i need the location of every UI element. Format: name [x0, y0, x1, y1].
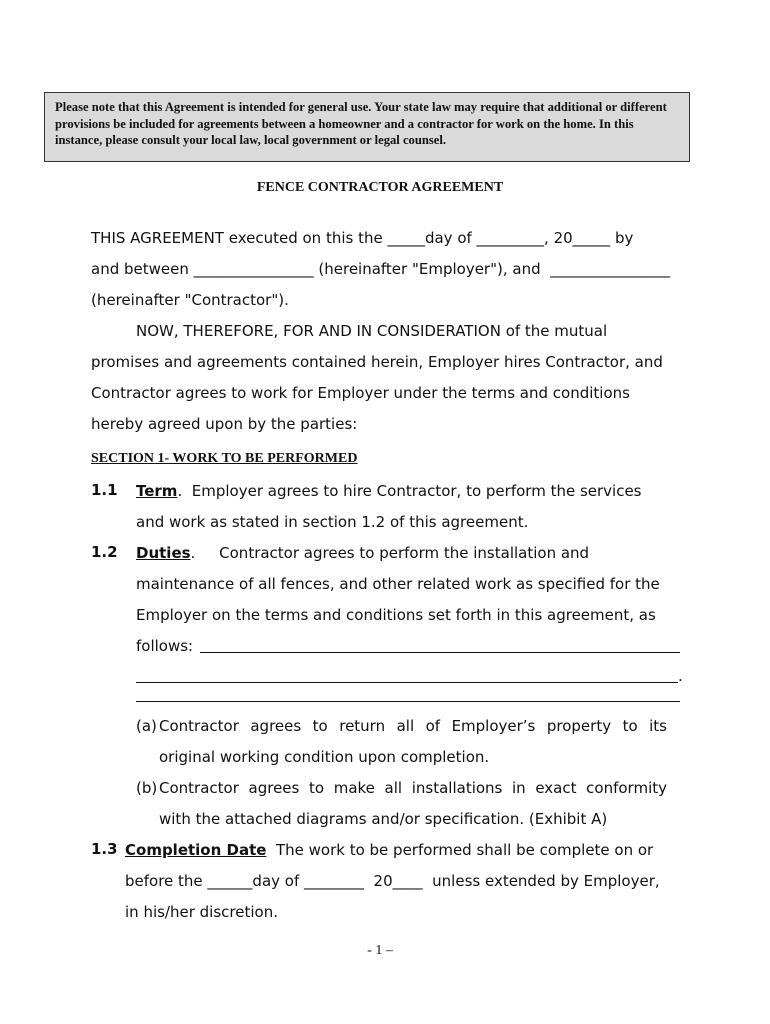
duties-blank-line-3	[136, 701, 680, 702]
consideration-line-2: promises and agreements contained herein, Employer hires Contractor, and	[91, 353, 663, 371]
section-1-heading: SECTION 1- WORK TO BE PERFORMED	[91, 451, 358, 466]
term-text: . Employer agrees to hire Contractor, to perform the services	[177, 482, 642, 500]
intro-line-1: THIS AGREEMENT executed on this the _____day of _________, 20_____ by	[91, 229, 634, 247]
item-1-2-line-1	[136, 543, 589, 563]
subitem-b-line-1: Contractor agrees to make all installations in exact conformity	[159, 779, 667, 797]
duties-blank-line-1	[200, 652, 680, 653]
subitem-b-marker: (b)	[136, 779, 158, 797]
consideration-line-4: hereby agreed upon by the parties:	[91, 415, 358, 433]
item-1-1-line-2: and work as stated in section 1.2 of this agreement.	[136, 513, 529, 531]
consideration-line-3: Contractor agrees to work for Employer under the terms and conditions	[91, 384, 630, 402]
item-1-3-line-3: in his/her discretion.	[125, 903, 278, 921]
item-1-3-number: 1.3	[91, 840, 118, 858]
subitem-a-line-2: original working condition upon completion.	[159, 748, 490, 766]
duties-label: Duties	[136, 544, 191, 562]
item-1-2-line-2: maintenance of all fences, and other related work as specified for the	[136, 575, 660, 593]
item-1-2-line-3: Employer on the terms and conditions set forth in this agreement, as	[136, 606, 656, 624]
item-1-3-line-1	[125, 840, 653, 860]
item-1-2-line-4: follows:	[136, 637, 194, 655]
duties-text: . Contractor agrees to perform the installation and	[190, 544, 590, 562]
duties-period: .	[678, 667, 683, 685]
item-1-3-line-2: before the ______day of ________ 20____ unless extended by Employer,	[125, 872, 660, 890]
item-1-2-number: 1.2	[91, 543, 118, 561]
intro-line-3: (hereinafter "Contractor").	[91, 291, 289, 309]
document-title: FENCE CONTRACTOR AGREEMENT	[256, 180, 504, 195]
page-number: - 1 –	[367, 943, 393, 958]
item-1-1-line-1	[136, 481, 642, 501]
duties-blank-line-2	[136, 682, 678, 683]
term-label: Term	[136, 482, 178, 500]
consideration-line-1: NOW, THEREFORE, FOR AND IN CONSIDERATION of the mutual	[136, 322, 608, 340]
disclaimer-notice: Please note that this Agreement is intended for general use. Your state law may require that additional or different provisions be included for agreements between a homeowner and a contractor for work on the home. In this instance, please consult your local law, local government or legal counsel.	[44, 92, 690, 162]
subitem-a-marker: (a)	[136, 717, 157, 735]
item-1-1-number: 1.1	[91, 481, 118, 499]
intro-line-2: and between ________________ (hereinafter "Employer"), and ________________	[91, 260, 671, 278]
subitem-b-line-2: with the attached diagrams and/or specification. (Exhibit A)	[159, 810, 608, 828]
subitem-a-line-1: Contractor agrees to return all of Employer’s property to its	[159, 717, 667, 735]
completion-date-text: The work to be performed shall be complete on or	[266, 841, 654, 859]
completion-date-label: Completion Date	[125, 841, 267, 859]
